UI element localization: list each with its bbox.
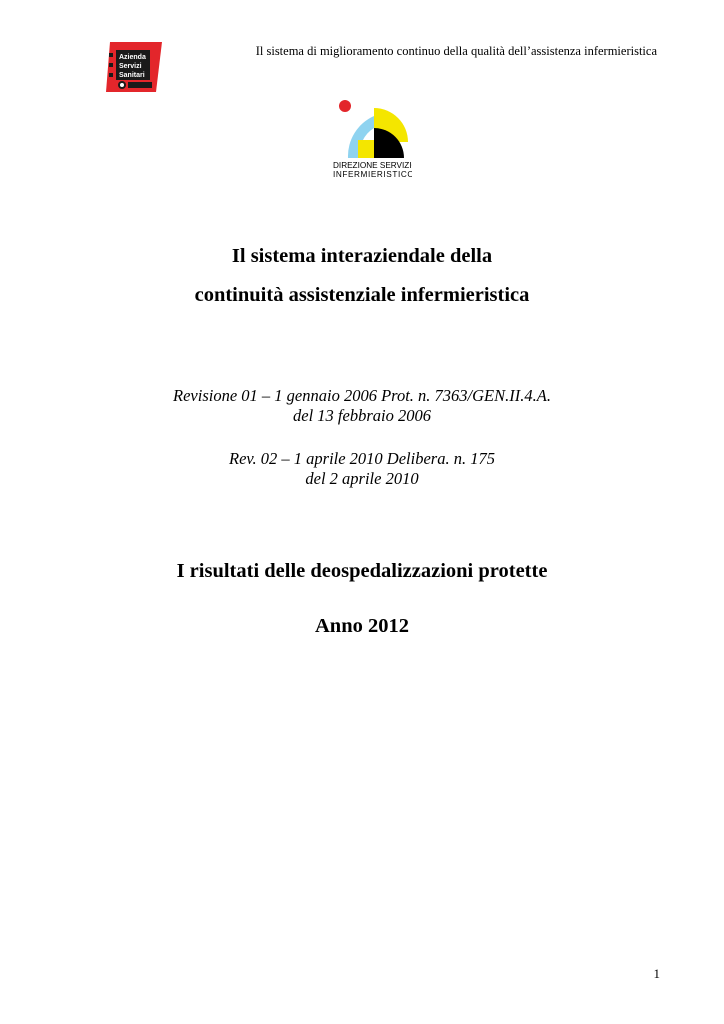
- revision-2-line-2: del 2 aprile 2010: [305, 469, 419, 488]
- page-header: [0, 0, 724, 100]
- revision-1-line-1: Revisione 01 – 1 gennaio 2006 Prot. n. 7363/GEN.II.4.A.: [173, 386, 551, 405]
- revision-2-line-1: Rev. 02 – 1 aprile 2010 Delibera. n. 175: [229, 449, 495, 468]
- page-number: 1: [653, 966, 660, 981]
- logo-line-1: Azienda: [119, 54, 146, 61]
- azienda-servizi-sanitari-logo: [106, 42, 162, 92]
- dsi-logo-line-1: DIREZIONE SERVIZIO: [333, 161, 412, 170]
- revision-1-line-2: del 13 febbraio 2006: [293, 406, 431, 425]
- dsi-logo: [330, 98, 412, 182]
- logo-line-2: Servizi: [119, 63, 142, 70]
- logo-line-3: Sanitari: [119, 72, 145, 79]
- title-line-1: Il sistema interaziendale della: [231, 245, 493, 267]
- dsi-logo-line-2: INFERMIERISTICO: [333, 170, 412, 179]
- subtitle: I risultati delle deospedalizzazioni protette: [176, 560, 548, 582]
- title-line-2: continuità assistenziale infermieristica: [194, 284, 530, 306]
- running-title: Il sistema di miglioramento continuo della qualità dell’assistenza infermieristica: [255, 44, 657, 58]
- year-label: Anno 2012: [315, 615, 409, 637]
